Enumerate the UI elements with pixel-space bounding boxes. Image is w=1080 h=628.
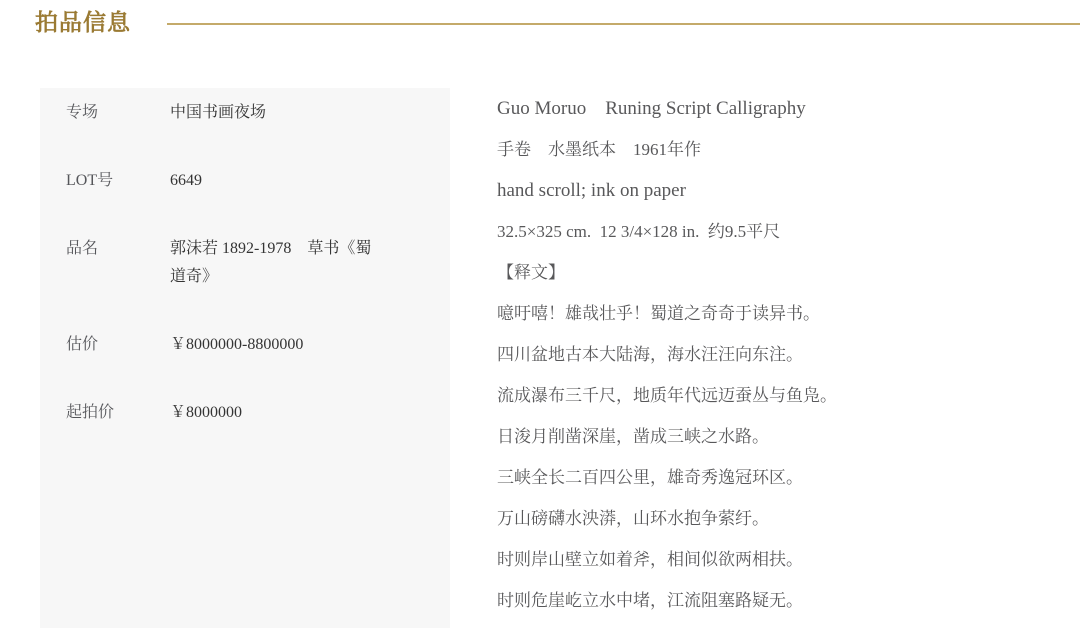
page-title: 拍品信息	[35, 8, 131, 35]
info-row-starting-price	[66, 399, 426, 426]
content-area	[0, 88, 1080, 628]
estimate-value: ￥8000000-8800000	[170, 335, 304, 353]
poem-line-1: 噫吁嘻！雄哉壮乎！蜀道之奇奇于读异书。	[497, 304, 820, 323]
transcription-heading: 【释文】	[497, 263, 565, 282]
session-value: 中国书画夜场	[170, 104, 267, 121]
info-row-session	[66, 99, 426, 126]
artist-title-line: Guo Moruo Runing Script Calligraphy	[497, 98, 806, 119]
info-row-lot-number	[66, 167, 426, 194]
dimensions-line: 32.5×325 cm. 12 3/4×128 in. 约9.5平尺	[497, 222, 781, 241]
starting-price-label: 起拍价	[66, 403, 115, 421]
lot-info-panel	[40, 88, 450, 628]
section-header	[0, 0, 1080, 34]
lot-number-label: LOT号	[66, 172, 114, 190]
estimate-label: 估价	[66, 335, 99, 353]
poem-line-2: 四川盆地古本大陆海，海水汪汪向东注。	[497, 345, 803, 364]
lot-description	[450, 88, 1080, 628]
medium-year-line: 手卷 水墨纸本 1961年作	[497, 140, 701, 159]
poem-line-6: 万山磅礴水泱漭，山环水抱争萦纡。	[497, 509, 769, 528]
poem-line-4: 日浚月削凿深崖，凿成三峡之水路。	[497, 427, 769, 446]
poem-line-7: 时则岸山壁立如着斧，相间似欲两相扶。	[497, 550, 803, 569]
lot-number-value: 6649	[170, 172, 202, 190]
starting-price-value: ￥8000000	[170, 403, 243, 421]
info-row-estimate	[66, 331, 426, 358]
medium-english-line: hand scroll; ink on paper	[497, 180, 686, 201]
poem-line-8: 时则危崖屹立水中堵，江流阻塞路疑无。	[497, 591, 803, 610]
poem-line-3: 流成瀑布三千尺，地质年代远迈蚕丛与鱼凫。	[497, 386, 837, 405]
item-name-value: 郭沫若 1892-1978 草书《蜀道奇》	[170, 240, 372, 285]
header-divider-line	[167, 23, 1080, 25]
item-name-label: 品名	[66, 240, 99, 258]
poem-line-5: 三峡全长二百四公里，雄奇秀逸冠环区。	[497, 468, 803, 487]
info-row-item-name	[66, 235, 426, 289]
session-label: 专场	[66, 104, 99, 121]
